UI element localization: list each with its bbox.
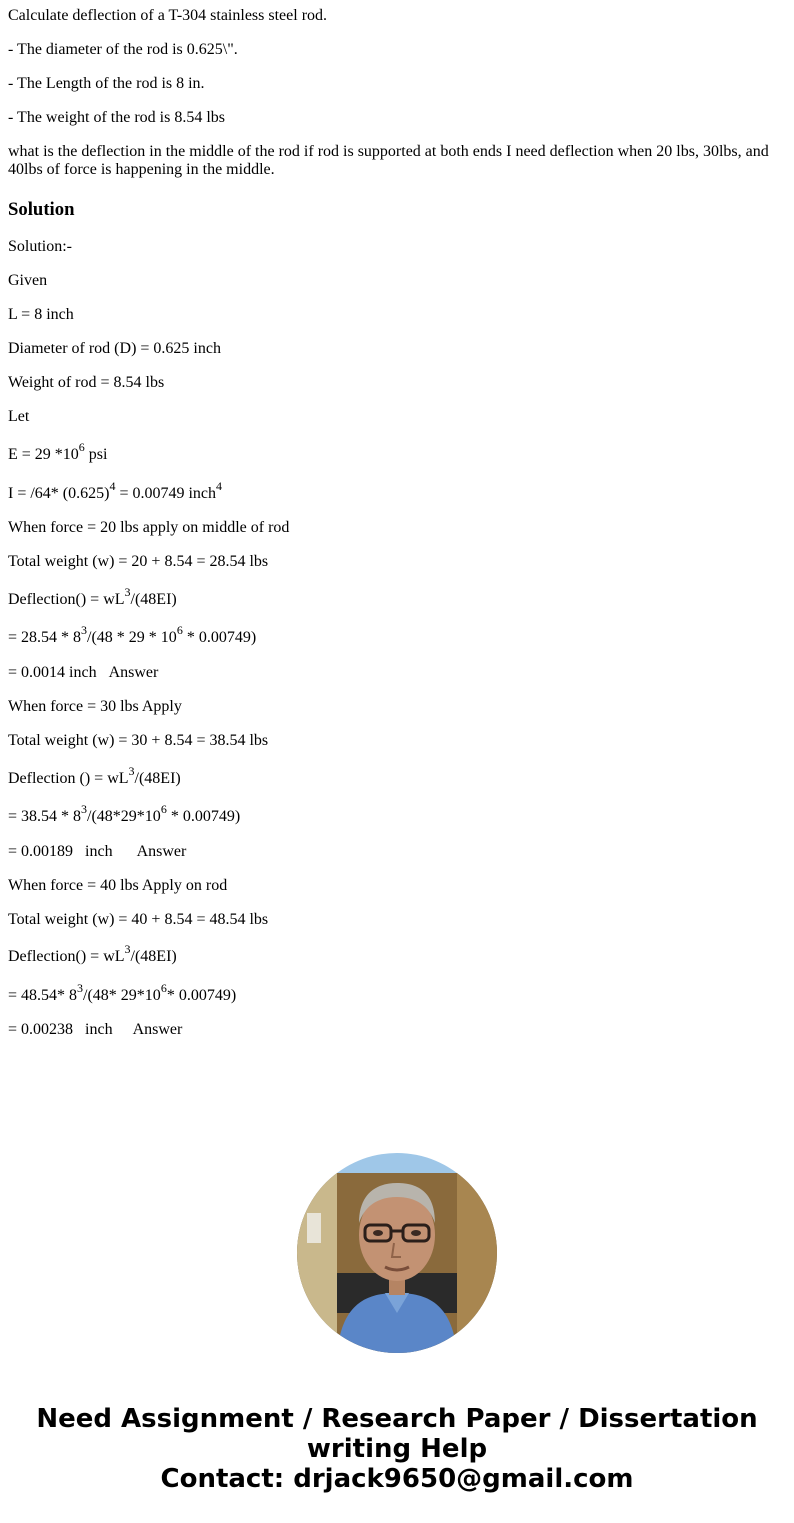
case3-deflection-formula: Deflection() = $wL^3/(48EI)$ xyxy=(8,942,177,965)
let-label: Let xyxy=(8,408,30,425)
given-diameter: Diameter of rod (D) = 0.625 inch xyxy=(8,340,221,357)
case2-calculation: = $38.54 * 8^3/(48*29*10^6 * 0.00749)$ xyxy=(8,802,241,825)
case3-result: = 0.00238 inch Answer xyxy=(8,1021,183,1038)
case1-total: Total weight (w) = 20 + 8.54 = 28.54 lbs xyxy=(8,553,269,570)
given-length: L = 8 inch xyxy=(8,306,74,323)
given-label: Given xyxy=(8,272,48,289)
case2-when: When force = 30 lbs Apply xyxy=(8,698,182,715)
question-title: Calculate deflection of a T-304 stainless steel rod. xyxy=(8,7,328,24)
solution-heading: Solution xyxy=(8,199,75,220)
tutor-photo xyxy=(297,1153,497,1353)
banner-contact[interactable]: Contact: drjack9650@gmail.com xyxy=(160,1464,634,1494)
question-length: - The Length of the rod is 8 in. xyxy=(8,75,205,92)
case1-deflection-formula: Deflection() = $wL^3/(48EI)$ xyxy=(8,585,177,608)
banner-line-2: writing Help xyxy=(306,1434,488,1464)
case2-result: = 0.00189 inch Answer xyxy=(8,843,187,860)
question-diameter: - The diameter of the rod is 0.625\". xyxy=(8,41,238,58)
modulus-formula: E = 29 $*10^6$ psi xyxy=(8,440,108,463)
case3-when: When force = 40 lbs Apply on rod xyxy=(8,877,228,894)
case1-calculation: = $28.54 * 8^3/(48 * 29 * 10^6 * 0.00749)$ xyxy=(8,623,257,646)
case2-total: Total weight (w) = 30 + 8.54 = 38.54 lbs xyxy=(8,732,269,749)
inertia-formula: I = /64* $(0.625)^4 = 0.00749$ inch$^4$ xyxy=(8,479,223,502)
solution-intro: Solution:- xyxy=(8,238,73,255)
case1-result: = 0.0014 inch Answer xyxy=(8,664,159,681)
contact-banner xyxy=(0,1404,794,1494)
case3-total: Total weight (w) = 40 + 8.54 = 48.54 lbs xyxy=(8,911,269,928)
case3-calculation: = 48.54* $8^3/(48*$ $29*10^6*$ 0.00749) xyxy=(8,981,237,1004)
tutor-avatar xyxy=(297,1153,497,1353)
given-weight: Weight of rod = 8.54 lbs xyxy=(8,374,165,391)
question-ask: what is the deflection in the middle of the rod if rod is supported at both ends I need deflection when 20 lbs, 30lbs, and 40lbs of force is happening in the middle. xyxy=(8,143,769,178)
question-weight: - The weight of the rod is 8.54 lbs xyxy=(8,109,226,126)
case1-when: When force = 20 lbs apply on middle of rod xyxy=(8,519,290,536)
banner-line-1: Need Assignment / Research Paper / Dissertation xyxy=(36,1404,758,1434)
case2-deflection-formula: Deflection () = $wL^3/(48EI)$ xyxy=(8,764,181,787)
